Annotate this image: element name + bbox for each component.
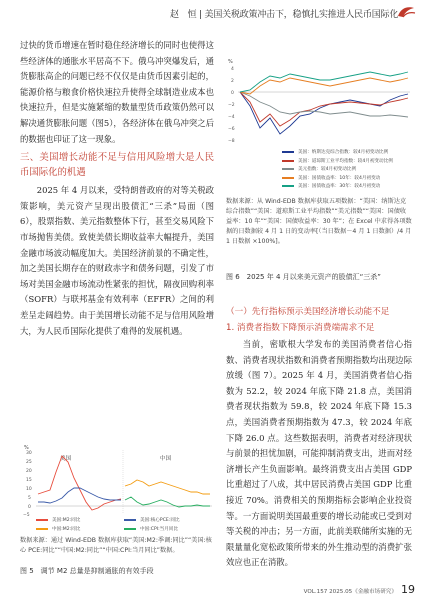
figure-5 bbox=[20, 442, 214, 580]
svg-text:0: 0 bbox=[28, 505, 31, 510]
right-column bbox=[226, 303, 412, 571]
fig5-caption: 图 5 调节 M2 总量是抑制通胀的有效手段 bbox=[20, 567, 154, 575]
fig5-legend-item: 中国:M2:同比 bbox=[36, 525, 124, 534]
fig5-legend bbox=[36, 516, 212, 533]
svg-text:25: 25 bbox=[26, 460, 32, 465]
svg-text:4: 4 bbox=[231, 67, 234, 72]
fig5-legend-item: 美国:核心PCE:同比 bbox=[124, 516, 212, 525]
fig6-legend bbox=[282, 148, 410, 191]
svg-text:0: 0 bbox=[231, 91, 234, 96]
right-paragraph-1: 当前，密歇根大学发布的美国消费者信心指数、消费者现状指数和消费者预期指数均出现边际放缓（图 7）。2025 年 4 月，美国消费者信心指数为 52.2，较 2024 年底下降 21.8 点，美国消费者现状指数为 59.8，较 2024 年底下降 15.3 点，美国消费者预期指数为 47.3，较 2024 年底下降 26.0 点。这些数据表明，消费者对经济现状与前景的担忧加剧，可能抑制消费支出，进而对经济增长产生负面影响。最终消费支出占美国 GDP 比重超过了八成，其中居民消费占美国 GDP 比重接近 70%。消费相关的预期指标会影响企业投资等。一方面说明美国最重要的增长动能或已受到对等关税的冲击；另一方面，此前美联储所实施的无限量量化宽松政策所带来的外生推动型的消费扩张效应也正在消散。 bbox=[226, 339, 412, 568]
svg-text:2: 2 bbox=[231, 79, 234, 84]
page-footer bbox=[0, 582, 427, 600]
svg-text:20: 20 bbox=[26, 469, 32, 474]
fig6-legend-item: 美元指数：较4月初变动比例 bbox=[282, 165, 410, 174]
figure-6 bbox=[226, 56, 412, 300]
fig5-series-cn-m2 bbox=[125, 480, 210, 494]
svg-text:−2: −2 bbox=[228, 103, 235, 108]
svg-text:−6: −6 bbox=[228, 127, 235, 132]
figure-5-chart bbox=[20, 442, 214, 516]
page-header bbox=[0, 0, 427, 24]
header-title: 赵 恒 | 美国关税政策冲击下，稳慎扎实推进人民币国际化 bbox=[170, 10, 399, 20]
svg-text:−4: −4 bbox=[228, 115, 235, 120]
fig5-series-us-pce bbox=[38, 488, 121, 503]
svg-text:−5: −5 bbox=[23, 513, 30, 516]
fig5-y-ticks bbox=[23, 450, 32, 516]
journal-logo-icon bbox=[395, 4, 417, 20]
fig6-legend-item: 美国：国债收益率：10年：较4月初变动 bbox=[282, 174, 410, 183]
svg-text:−8: −8 bbox=[228, 139, 235, 144]
svg-text:10: 10 bbox=[26, 487, 32, 492]
page-number: 19 bbox=[401, 583, 415, 596]
fig5-y-unit: % bbox=[24, 445, 29, 451]
svg-text:30: 30 bbox=[26, 451, 32, 456]
fig5-source: 数据来源：通过 Wind-EDB 数据库获取“美国:M2:季调:同比”“美国:核心 PCE:同比”“中国:M2:同比”“中国:CPI:当月同比”数据。 bbox=[20, 537, 212, 554]
fig5-label-us: 美国 bbox=[60, 456, 72, 462]
fig6-series-dow bbox=[240, 92, 408, 126]
fig5-label-cn: 中国 bbox=[160, 456, 172, 462]
fig6-legend-item: 美国：纳斯达克综合指数：较4月初变动比例 bbox=[282, 148, 410, 157]
left-column bbox=[20, 38, 214, 339]
left-paragraph-1: 过快的货币增速在暂时稳住经济增长的同时也使得这些经济体的通胀水平居高不下。俄乌冲突爆发后，通货膨胀高企的问题已经不仅仅是由货币因素引起的，能源价格与粮食价格快速拉升使得全球制造业成本也快速拉升，但是实施紧缩的数量型货币政策仍然可以解决通货膨胀问题（图5），各经济体在俄乌冲突之后的数据也印证了这一现象。 bbox=[20, 40, 214, 144]
section-title: 三、美国增长动能不足与信用风险增大是人民币国际化的机遇 bbox=[20, 152, 214, 179]
fig5-series-us-m2 bbox=[38, 456, 121, 510]
fig6-source: 数据来源：从 Wind-EDB 数据库获取五项数据：“美国：纳斯达克综合指数”“美国：道琼斯工业平均指数”“美元指数”“美国：国债收益率：10 年”“美国：国债收益率：30 年”；在 Excel 中求得各项数据的日数据较 4 月 1 日的变动率[（当日数据－4 月 1 日数据）/4 月 1 日数据 ×100%]。 bbox=[226, 198, 412, 245]
figure-6-chart bbox=[226, 56, 412, 148]
fig6-y-unit: % bbox=[228, 59, 233, 65]
svg-text:15: 15 bbox=[26, 478, 32, 483]
svg-text:5: 5 bbox=[28, 496, 31, 501]
subsubsection-title: 1. 消费者指数下降预示消费端需求不足 bbox=[226, 323, 375, 333]
fig5-series-cn-cpi bbox=[125, 497, 210, 507]
left-paragraph-2: 2025 年 4 月以来，受特朗普政府的对等关税政策影响，美元资产呈现出股债汇“三杀”局面（图 6），股票指数、美元指数整体下行，甚至交易风险下市场抛售美债。致使美债长期收益率大幅提升，美国金融市场波动幅度加大。美国经济前景的不确定性，加之美国长期存在的财政赤字和债务问题，引发了市场对美国金融市场流动性紧张的担忧，隔夜回购利率（SOFR）与联邦基金有效利率（EFFR）之间的利差呈走阔趋势。由于美国增长动能不足与信用风险增大，为人民币国际化提供了难得的发展机遇。 bbox=[20, 185, 214, 336]
fig6-series-ust30 bbox=[240, 72, 408, 92]
fig6-legend-item: 美国：道琼斯工业平均指数：较4月初变动比例 bbox=[282, 157, 410, 166]
subsection-title: （一）先行指标预示美国经济增长动能不足 bbox=[226, 307, 390, 317]
fig6-legend-item: 美国：国债收益率：30年：较4月初变动 bbox=[282, 182, 410, 191]
fig5-legend-item: 美国:M2:同比 bbox=[36, 516, 124, 525]
footer-journal: VOL.157 2025.05《金融市场研究》 bbox=[303, 589, 397, 595]
fig6-y-ticks bbox=[228, 66, 235, 144]
fig6-caption: 图 6 2025 年 4 月以来美元资产的股债汇“三杀” bbox=[226, 273, 381, 281]
fig5-legend-item: 中国:CPI:当月同比 bbox=[124, 525, 212, 534]
